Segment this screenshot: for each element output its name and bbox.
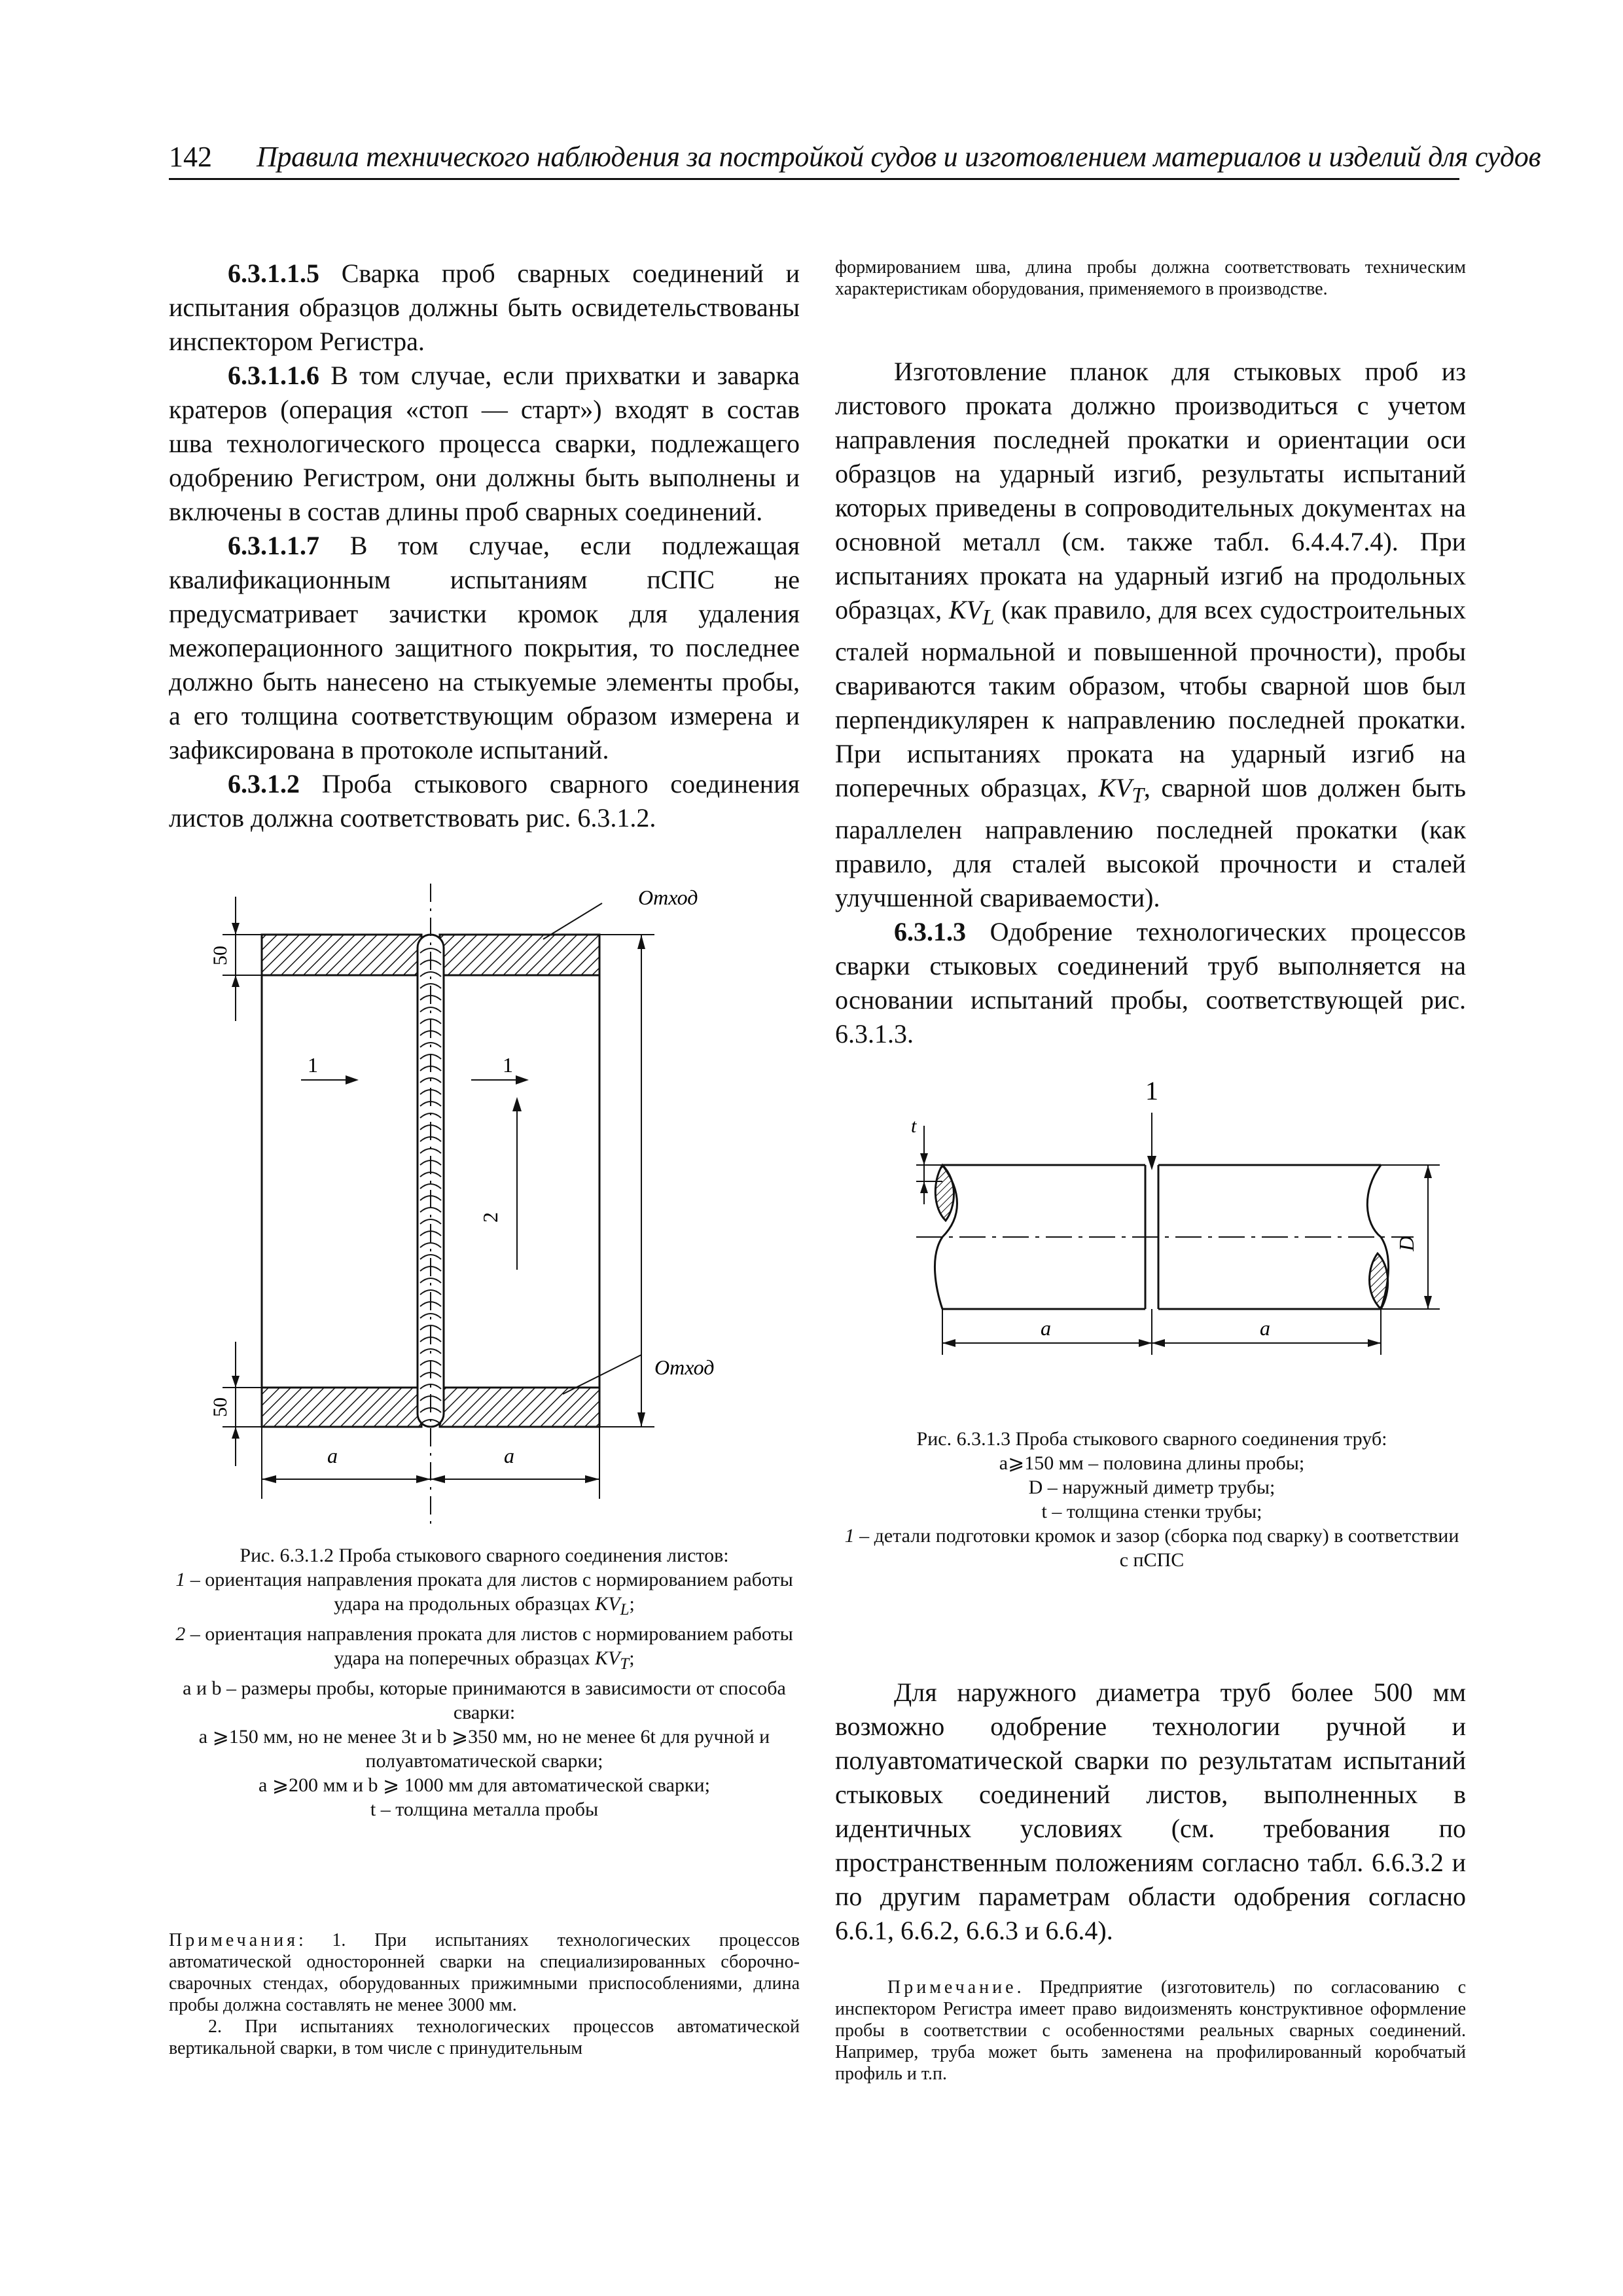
caption-item-1: a⩾150 мм – половина длины пробы; bbox=[999, 1452, 1305, 1474]
caption-num: 1 bbox=[175, 1569, 186, 1590]
caption-sym: KV bbox=[595, 1593, 620, 1615]
arrow-2-label: 2 bbox=[478, 1212, 502, 1223]
dim-a-right: a bbox=[504, 1444, 514, 1467]
plate-right bbox=[440, 935, 599, 1427]
left-column-text bbox=[169, 257, 800, 835]
caption-text: – детали подготовки кромок и зазор (сборка под сварку) в соответствии с пСПС bbox=[854, 1525, 1459, 1571]
figure-2-caption bbox=[844, 1427, 1459, 1572]
kv-sub: T bbox=[1132, 783, 1144, 808]
dim-a-left: a bbox=[327, 1444, 338, 1467]
arrow-1-right-label: 1 bbox=[503, 1053, 513, 1077]
para-text: Одобрение технологических процессов сварки стыковых соединений труб выполняется на основании испытаний пробы, соответствующей рис. 6.3.1.3. bbox=[835, 917, 1466, 1049]
waste-band-top-left bbox=[262, 935, 421, 975]
label-D: D bbox=[1395, 1236, 1418, 1251]
note-label: Примечание bbox=[887, 1977, 1017, 1998]
para-text: В том случае, если прихватки и заварка кратеров (операция «стоп — старт») входят в состав шва технологического процесса сварки, подлежащего одобрению Регистром, они должны быть выполнены и включены в состав длины проб сварных соединений. bbox=[169, 361, 800, 526]
dim-50-top: 50 bbox=[209, 946, 231, 965]
caption-text: – ориентация направления проката для листов с нормированием работы удара на продольных образцах bbox=[185, 1569, 793, 1615]
caption-num: 2 bbox=[175, 1623, 186, 1645]
clause-number: 6.3.1.1.7 bbox=[228, 531, 319, 560]
dim-50-bottom: 50 bbox=[209, 1397, 231, 1417]
right-lower-text bbox=[835, 1676, 1466, 1948]
para-text: Сварка проб сварных соединений и испытания образцов должны быть освидетельствованы инспектором Регистра. bbox=[169, 259, 800, 356]
caption-item-2 bbox=[169, 1622, 800, 1676]
para-6-3-1-3 bbox=[835, 915, 1466, 1051]
running-title: Правила технического наблюдения за постройкой судов и изготовлением материалов и изделий для судов bbox=[257, 141, 1541, 173]
caption-item-4 bbox=[844, 1524, 1459, 1572]
notes-left bbox=[169, 1929, 800, 2059]
para-6-3-1-2 bbox=[169, 767, 800, 835]
clause-number: 6.3.1.1.6 bbox=[228, 361, 319, 390]
kv-symbol: KV bbox=[948, 595, 982, 624]
label-1: 1 bbox=[1145, 1076, 1158, 1105]
para-6-3-1-1-7 bbox=[169, 529, 800, 767]
note-text bbox=[835, 1977, 1466, 2085]
figure-1-caption bbox=[169, 1543, 800, 1821]
caption-item-2: D – наружный диметр трубы; bbox=[1028, 1477, 1275, 1498]
caption-title: Рис. 6.3.1.2 Проба стыкового сварного соединения листов: bbox=[240, 1545, 729, 1566]
para-text: Изготовление планок для стыковых проб из листового проката должно производиться с учетом направления последней прокатки и ориентации оси образцов на ударный изгиб, результаты испытаний которых приведены в сопроводительных документах на основной металл (см. также табл. 6.4.4.7.4). При испытаниях проката на ударный изгиб на продольных образцах, bbox=[835, 357, 1466, 624]
notes-label: Примечания bbox=[169, 1930, 299, 1950]
note-body: . Предприятие (изготовитель) по согласованию с инспектором Регистра имеет право видоизменять конструктивное оформление пробы в соответствии с особенностями реальных сварных соединений. Например, труба может быть заменена на профилированный коробчатый профиль и т.п. bbox=[835, 1977, 1466, 2084]
dim-a-right: a bbox=[1260, 1316, 1270, 1340]
waste-band-top-right bbox=[440, 935, 599, 975]
pipe-right-section bbox=[1370, 1253, 1388, 1309]
caption-end: ; bbox=[629, 1593, 635, 1615]
dim-a-left: a bbox=[1041, 1316, 1051, 1340]
label-t: t bbox=[911, 1115, 917, 1137]
plate-left bbox=[262, 935, 421, 1427]
caption-text: – ориентация направления проката для листов с нормированием работы удара на поперечных образцах bbox=[185, 1623, 793, 1669]
para-text: (как правило, для всех судостроительных сталей нормальной и повышенной прочности), пробы свариваются таким образом, чтобы сварной шов был перпендикулярен к направлению последней прокатки. При испытаниях проката на ударный изгиб на поперечных образцах, bbox=[835, 595, 1467, 802]
caption-item-3: a и b – размеры пробы, которые принимаются в зависимости от способа сварки: bbox=[183, 1677, 786, 1723]
caption-item-6: t – толщина металла пробы bbox=[370, 1799, 599, 1820]
caption-sub: L bbox=[620, 1601, 630, 1619]
waste-band-bottom-left bbox=[262, 1388, 421, 1427]
header-rule bbox=[169, 178, 1459, 180]
right-column-text bbox=[835, 355, 1466, 1051]
figure-plate-weld-sample bbox=[196, 870, 772, 1538]
caption-end: ; bbox=[629, 1647, 635, 1669]
caption-item-3: t – толщина стенки трубы; bbox=[1041, 1501, 1262, 1522]
note-right bbox=[835, 1977, 1466, 2085]
clause-number: 6.3.1.1.5 bbox=[228, 259, 319, 288]
para-large-diameter: Для наружного диаметра труб более 500 мм возможно одобрение технологии ручной и полуавтоматической сварки по результатам испытаний стыковых соединений листов, выполненных в идентичных условиях (см. требования по пространственным положениям согласно табл. 6.6.3.2 и по другим параметрам области одобрения согласно 6.6.1, 6.6.2, 6.6.3 и 6.6.4). bbox=[835, 1677, 1466, 1945]
clause-number: 6.3.1.3 bbox=[894, 917, 966, 946]
page-number: 142 bbox=[169, 141, 212, 173]
caption-sym: KV bbox=[594, 1647, 620, 1669]
para-strip-orientation bbox=[835, 355, 1466, 915]
note-continuation bbox=[835, 257, 1466, 300]
caption-num: 1 bbox=[844, 1525, 855, 1547]
arrow-1-left-label: 1 bbox=[308, 1053, 318, 1077]
label-waste-top: Отход bbox=[638, 886, 698, 909]
leader-waste-bottom bbox=[563, 1355, 641, 1394]
clause-number: 6.3.1.2 bbox=[228, 769, 300, 798]
para-text: В том случае, если подлежащая квалификационным испытаниям пСПС не предусматривает зачистки кромок для удаления межоперационного защитного покрытия, то последнее должно быть нанесено на стыкуемые элементы пробы, а его толщина соответствующим образом измерена и зафиксирована в протоколе испытаний. bbox=[169, 531, 800, 764]
caption-item-4: a ⩾150 мм, но не менее 3t и b ⩾350 мм, но не менее 6t для ручной и полуавтоматической сварки; bbox=[198, 1726, 770, 1772]
note-cont-text: формированием шва, длина пробы должна соответствовать техническим характеристикам оборудования, применяемого в производстве. bbox=[835, 257, 1466, 299]
kv-sub: L bbox=[982, 605, 995, 630]
note-text: : 1. При испытаниях технологических процессов автоматической односторонней сварки на специализированных сборочно-сварочных стендах, оборудованных прижимными приспособлениями, длина пробы должна составлять не менее 3000 мм. bbox=[169, 1930, 800, 2015]
caption-sub: T bbox=[620, 1655, 630, 1673]
para-6-3-1-1-6 bbox=[169, 359, 800, 529]
caption-title: Рис. 6.3.1.3 Проба стыкового сварного соединения труб: bbox=[916, 1428, 1387, 1450]
pipe-left-section bbox=[935, 1165, 954, 1221]
para-text: Проба стыкового сварного соединения листов должна соответствовать рис. 6.3.1.2. bbox=[169, 769, 800, 833]
kv-symbol: KV bbox=[1098, 773, 1132, 802]
figure-pipe-weld-sample bbox=[864, 1060, 1453, 1414]
para-6-3-1-1-5 bbox=[169, 257, 800, 359]
note-2: 2. При испытаниях технологических процессов автоматической вертикальной сварки, в том числе с принудительным bbox=[169, 2017, 800, 2058]
caption-item-1 bbox=[169, 1568, 800, 1622]
para-text: , сварной шов должен быть параллелен направлению последней прокатки (как правило, для сталей высокой прочности и сталей улучшенной свариваемости). bbox=[835, 773, 1467, 912]
waste-band-bottom-right bbox=[440, 1388, 599, 1427]
label-waste-bottom: Отход bbox=[654, 1355, 715, 1379]
note-1 bbox=[169, 1929, 800, 2016]
caption-item-5: a ⩾200 мм и b ⩾ 1000 мм для автоматической сварки; bbox=[259, 1774, 710, 1796]
